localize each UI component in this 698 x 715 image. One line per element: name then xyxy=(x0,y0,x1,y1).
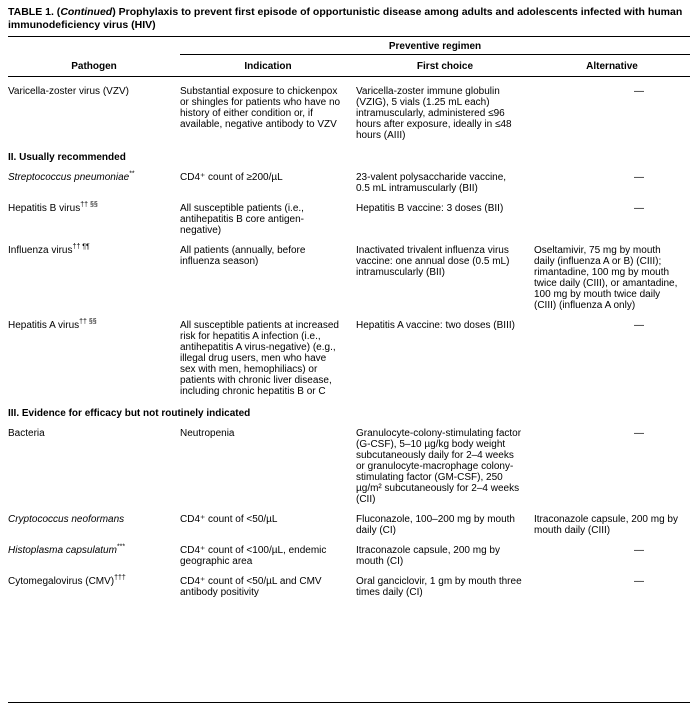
indication-cell: CD4⁺ count of <100/µL, endemic geographic area xyxy=(180,544,327,567)
indication-cell: Substantial exposure to chickenpox or shingles for patients who have no history of either condition or, if available, negative antibody to VZV xyxy=(180,85,341,130)
indication-cell: CD4⁺ count of <50/µL xyxy=(180,513,278,525)
pathogen-name: Streptococcus pneumoniae xyxy=(8,171,130,183)
alternative-cell: — xyxy=(634,544,644,556)
pathogen-cell xyxy=(8,194,180,236)
prophylaxis-table xyxy=(8,36,690,598)
indication-cell: All susceptible patients (i.e., antihepatitis B core antigen-negative) xyxy=(180,202,304,236)
column-header-alternative: Alternative xyxy=(586,60,638,72)
pathogen-cell xyxy=(8,76,180,141)
pathogen-name: Hepatitis B virus xyxy=(8,202,81,214)
footnote-marker: †† ¶¶ xyxy=(72,243,90,251)
indication-cell: All patients (annually, before influenza season) xyxy=(180,244,306,267)
pathogen-cell xyxy=(8,311,180,397)
table-title xyxy=(8,6,690,32)
table-row xyxy=(8,419,690,505)
preventive-regimen-header: Preventive regimen xyxy=(180,36,690,54)
pathogen-name: Bacteria xyxy=(8,427,45,439)
group-header-row xyxy=(8,36,690,54)
alternative-cell: — xyxy=(634,575,644,587)
footnote-marker: ** xyxy=(129,170,135,178)
footnote-marker: ††† xyxy=(114,574,126,582)
first-choice-cell: 23-valent polysaccharide vaccine, 0.5 mL intramuscularly (BII) xyxy=(356,171,507,194)
table-row xyxy=(8,163,690,194)
pathogen-cell xyxy=(8,536,180,567)
alternative-cell: Oseltamivir, 75 mg by mouth daily (influenza A or B) (CIII); rimantadine, 100 mg by mouth twice daily (CIII), or amantadine, 100 mg by mouth twice daily (CIII) (influenza A only) xyxy=(534,244,678,311)
footnote-marker: †† §§ xyxy=(80,201,98,209)
alternative-cell: — xyxy=(634,85,644,97)
footnote-marker: *** xyxy=(116,543,126,551)
first-choice-cell: Hepatitis B vaccine: 3 doses (BII) xyxy=(356,202,504,214)
section-row xyxy=(8,141,690,163)
first-choice-cell: Inactivated trivalent influenza virus vaccine: one annual dose (0.5 mL) intramuscularly (BII) xyxy=(356,244,510,278)
pathogen-name: Cryptococcus neoformans xyxy=(8,513,125,525)
pathogen-name: Influenza virus xyxy=(8,244,73,256)
column-header-first-choice: First choice xyxy=(416,60,474,72)
table-title-prefix: TABLE 1. ( xyxy=(8,6,61,18)
pathogen-cell xyxy=(8,419,180,505)
column-header-pathogen: Pathogen xyxy=(71,60,117,72)
table-title-rest: ) Prophylaxis to prevent first episode of opportunistic disease among adults and adolescents infected with human immunodeficiency virus (HIV) xyxy=(8,6,683,31)
first-choice-cell: Oral ganciclovir, 1 gm by mouth three times daily (CI) xyxy=(356,575,522,598)
first-choice-cell: Hepatitis A vaccine: two doses (BIII) xyxy=(356,319,515,331)
table-row xyxy=(8,505,690,536)
indication-cell: All susceptible patients at increased risk for hepatitis A infection (i.e., antihepatitis A virus-negative) (e.g., illegal drug users, men who have sex with men, hemophiliacs) or patients with chronic liver disease, including chronic hepatitis B or C xyxy=(180,319,339,397)
alternative-cell: — xyxy=(634,427,644,439)
pathogen-name: Hepatitis A virus xyxy=(8,319,80,331)
pathogen-cell xyxy=(8,567,180,598)
alternative-cell: — xyxy=(634,319,644,331)
footnote-marker: †† §§ xyxy=(79,318,97,326)
alternative-cell: — xyxy=(634,202,644,214)
indication-cell: CD4⁺ count of ≥200/µL xyxy=(180,171,283,183)
table-row xyxy=(8,76,690,141)
pathogen-name: Histoplasma capsulatum xyxy=(8,544,117,556)
table-title-continued: Continued xyxy=(60,6,113,18)
column-header-row xyxy=(8,54,690,76)
first-choice-cell: Varicella-zoster immune globulin (VZIG), 5 vials (1.25 mL each) intramuscularly, administered ≤96 hours after exposure, ideally in ≤48 hours (AIII) xyxy=(356,85,512,141)
table-bottom-rule xyxy=(8,702,690,703)
first-choice-cell: Itraconazole capsule, 200 mg by mouth (CI) xyxy=(356,544,500,567)
table-row xyxy=(8,536,690,567)
pathogen-name: Cytomegalovirus (CMV) xyxy=(8,575,115,587)
table-body xyxy=(8,76,690,598)
first-choice-cell: Fluconazole, 100–200 mg by mouth daily (CI) xyxy=(356,513,515,536)
header-spacer xyxy=(8,36,180,54)
pathogen-cell xyxy=(8,236,180,311)
indication-cell: CD4⁺ count of <50/µL and CMV antibody positivity xyxy=(180,575,322,598)
pathogen-name: Varicella-zoster virus (VZV) xyxy=(8,85,129,97)
alternative-cell: Itraconazole capsule, 200 mg by mouth daily (CIII) xyxy=(534,513,678,536)
section-row xyxy=(8,397,690,419)
table-header xyxy=(8,36,690,76)
pathogen-cell xyxy=(8,505,180,536)
section-heading: III. Evidence for efficacy but not routinely indicated xyxy=(8,407,251,419)
section-heading: II. Usually recommended xyxy=(8,151,126,163)
column-header-indication: Indication xyxy=(244,60,292,72)
pathogen-cell xyxy=(8,163,180,194)
table-row xyxy=(8,236,690,311)
table-row xyxy=(8,567,690,598)
table-row xyxy=(8,311,690,397)
indication-cell: Neutropenia xyxy=(180,427,235,439)
table-row xyxy=(8,194,690,236)
alternative-cell: — xyxy=(634,171,644,183)
first-choice-cell: Granulocyte-colony-stimulating factor (G-CSF), 5–10 µg/kg body weight subcutaneously daily for 2–4 weeks or granulocyte-macrophage colony-stimulating factor (GM-CSF), 250 µg/m² subcutaneously for 2–4 weeks (CII) xyxy=(356,427,522,505)
